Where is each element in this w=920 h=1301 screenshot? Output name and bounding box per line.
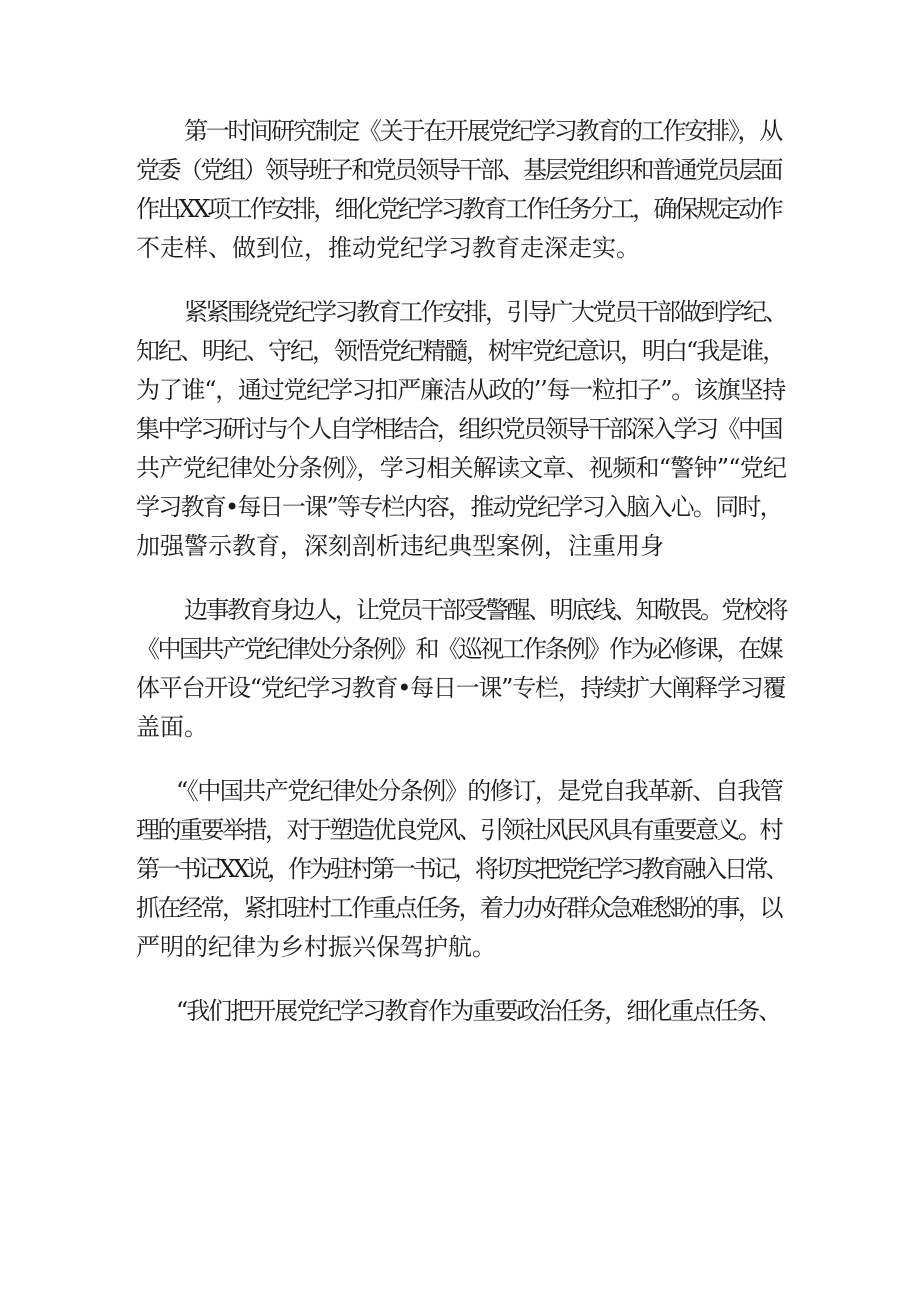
text-line: 共产党纪律处分条例》，学习相关解读文章、视频和“警钟”“党纪	[136, 454, 787, 482]
text-line: 学习教育•每日一课”等专栏内容，推动党纪学习入脑入心。同时，	[136, 493, 782, 521]
text-line: 第一时间研究制定《关于在开展党纪学习教育的工作安排》，从	[184, 117, 781, 145]
text-line: 边事教育身边人，让党员干部受警醒、明底线、知敬畏。党校将	[184, 596, 786, 624]
text-line: 知纪、明纪、守纪，领悟党纪精髓，树牢党纪意识，明白“我是谁，	[136, 337, 785, 365]
paragraph-political-task-quote	[136, 992, 786, 1031]
text-line: 集中学习研讨与个人自学相结合，组织党员领导干部深入学习《中国	[136, 415, 781, 443]
text-line: 体平台开设“党纪学习教育•每日一课”专栏，持续扩大阐释学习覆	[136, 674, 786, 702]
text-line: 紧紧围绕党纪学习教育工作安排，引导广大党员干部做到学纪、	[184, 298, 786, 326]
text-line: 严明的纪律为乡村振兴保驾护航。	[136, 933, 496, 961]
text-line: 盖面。	[136, 713, 208, 741]
paragraph-party-school	[136, 591, 786, 747]
text-line: 为了谁“，通过党纪学习扣严廉洁从政的’’每一粒扣子”。该旗坚持	[136, 376, 786, 404]
text-line: 作出XX项工作安排，细化党纪学习教育工作任务分工，确保规定动作	[136, 195, 781, 223]
text-line: 加强警示教育，深刻剖析违纪典型案例，注重用身	[136, 532, 664, 560]
text-line: 第一书记XX说，作为驻村第一书记，将切实把党纪学习教育融入日常、	[136, 855, 787, 883]
document-body	[136, 112, 786, 1056]
text-line: 不走样、做到位，推动党纪学习教育走深走实。	[136, 234, 640, 262]
paragraph-study-focus	[136, 293, 786, 566]
paragraph-work-arrangement	[136, 112, 786, 268]
text-line: 理的重要举措，对于塑造优良党风、引领社风民风具有重要意义。村	[136, 816, 781, 844]
paragraph-village-secretary-quote	[136, 772, 786, 967]
text-line: “《中国共产党纪律处分条例》的修订，是党自我革新、自我管	[176, 777, 783, 805]
text-line: 《中国共产党纪律处分条例》和《巡视工作条例》作为必修课，在媒	[136, 635, 781, 663]
text-line: “我们把开展党纪学习教育作为重要政治任务，细化重点任务、	[176, 997, 781, 1025]
text-line: 党委（党组）领导班子和党员领导干部、基层党组织和普通党员层面	[136, 156, 781, 184]
text-line: 抓在经常，紧扣驻村工作重点任务，着力办好群众急难愁盼的事，以	[136, 894, 781, 922]
